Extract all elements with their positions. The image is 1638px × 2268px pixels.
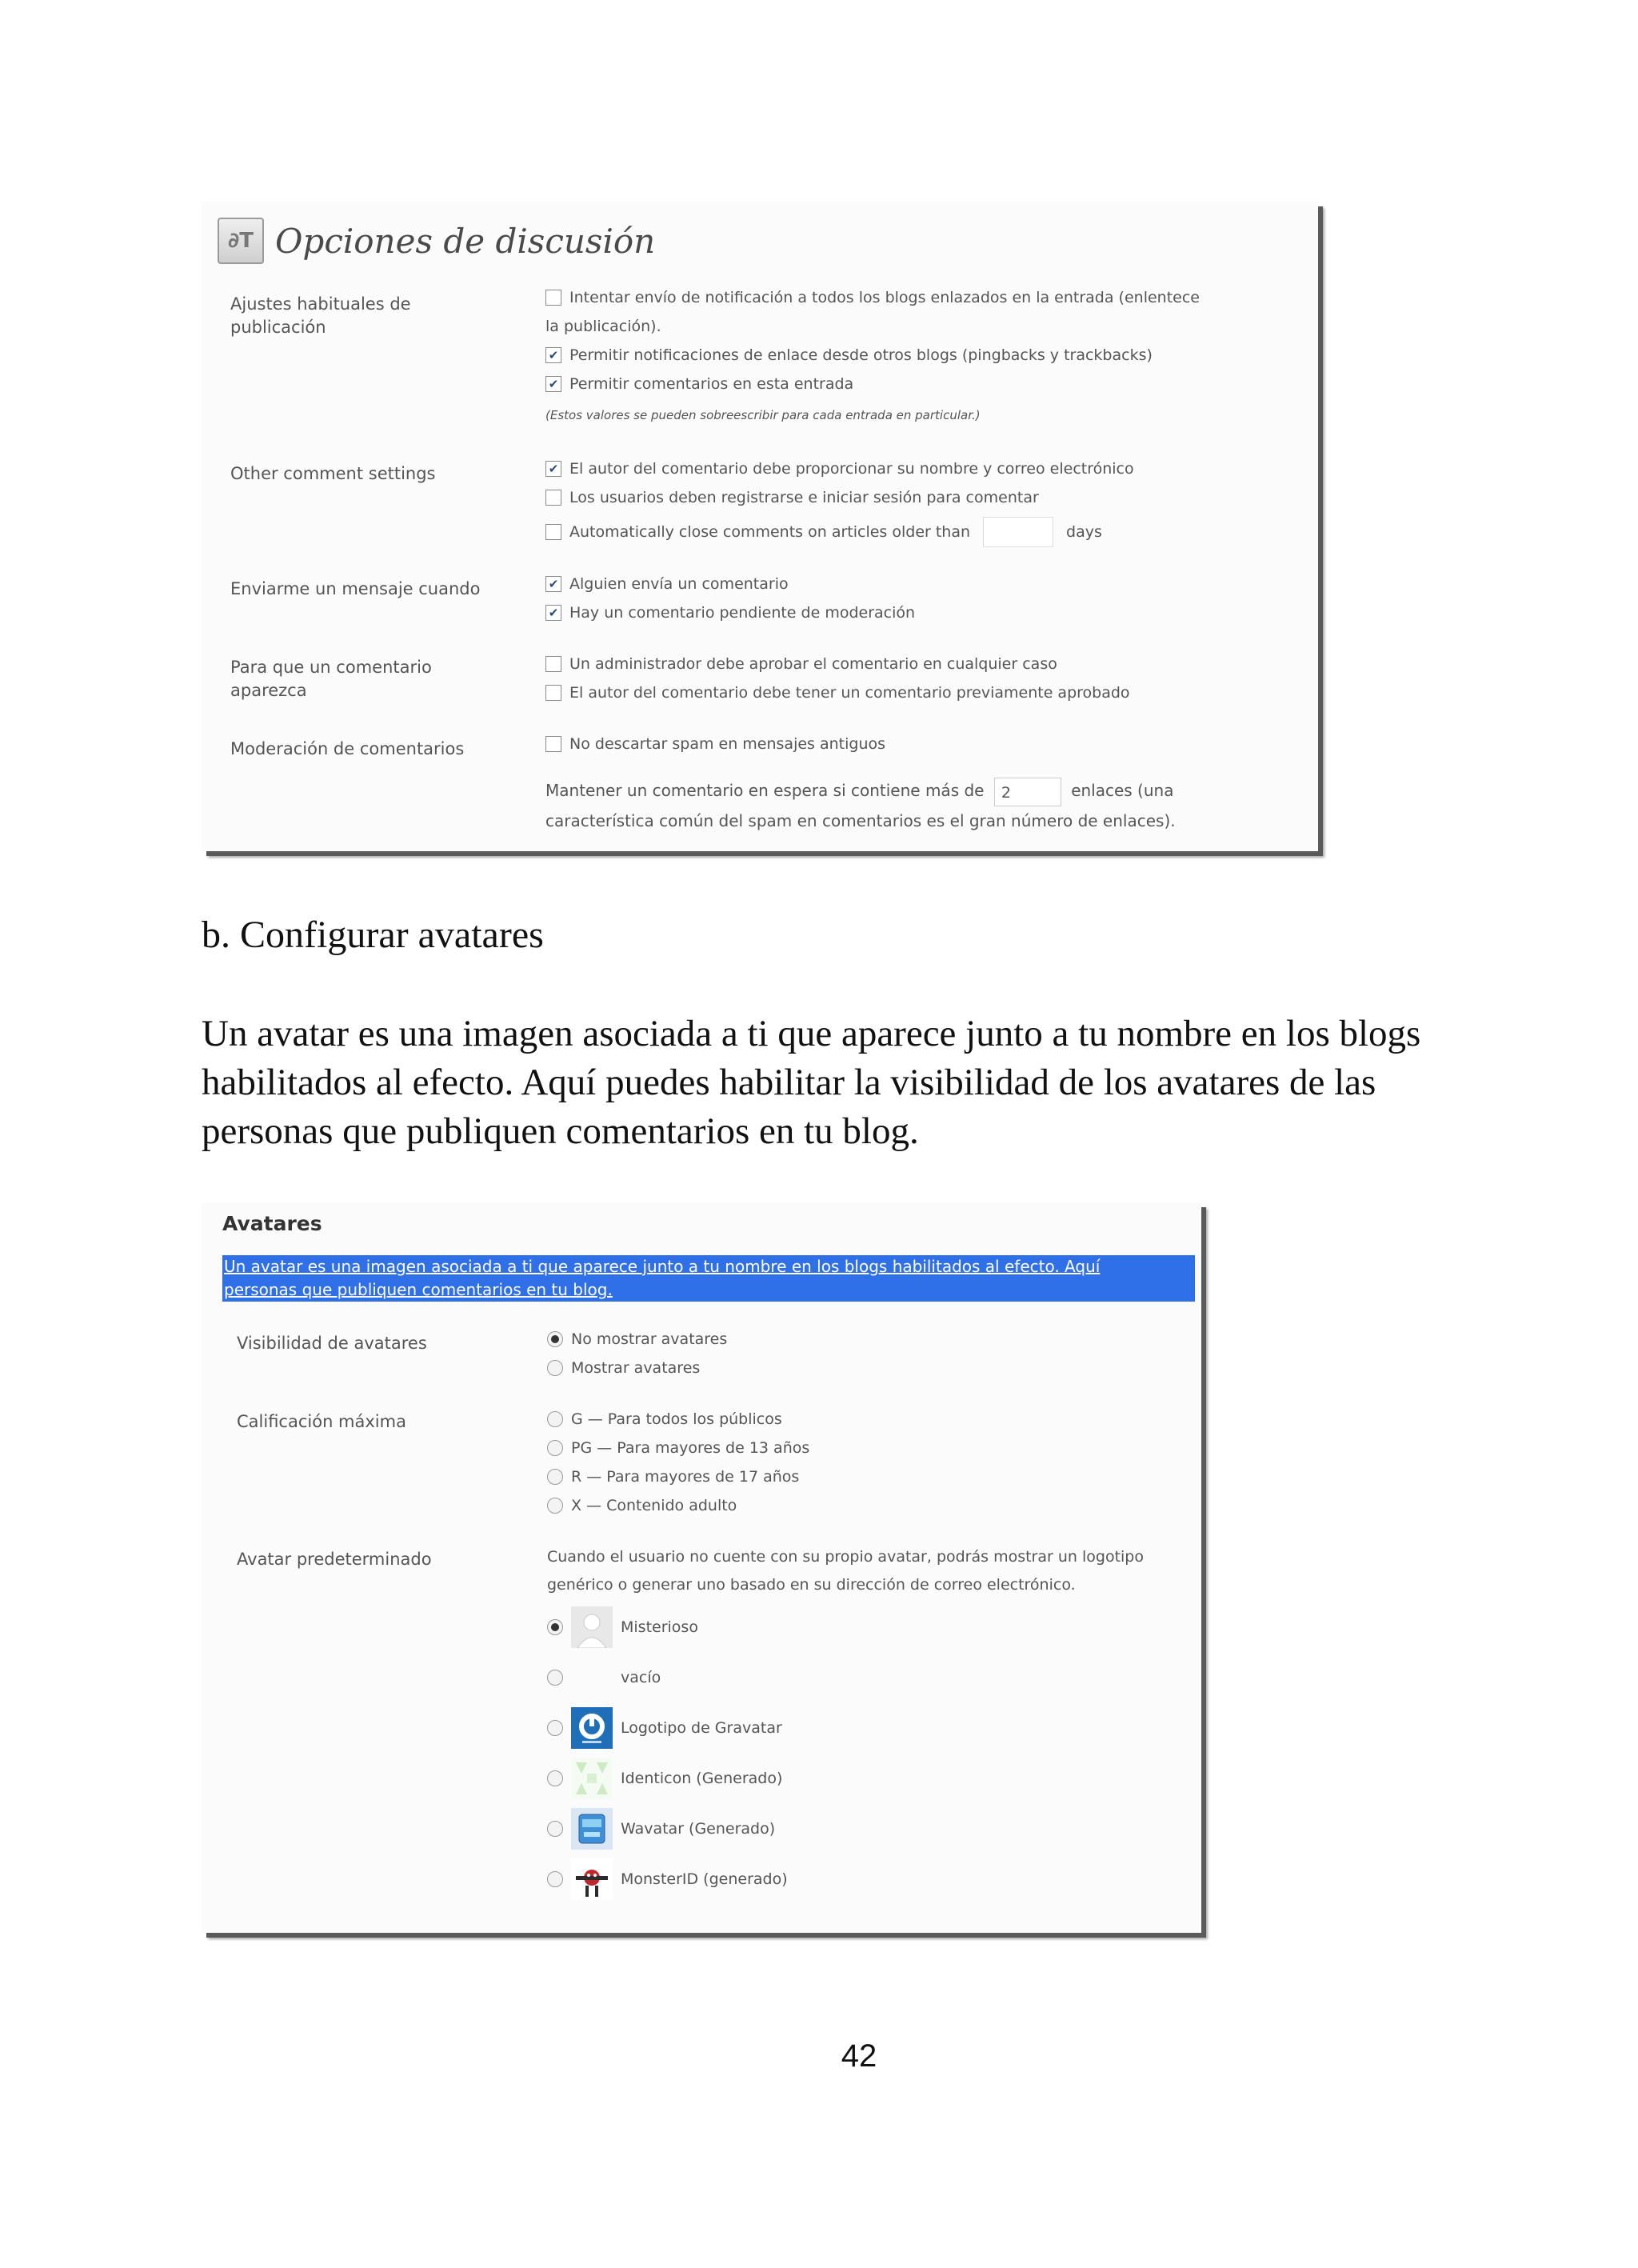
- rating-r-option[interactable]: R — Para mayores de 17 años: [547, 1468, 799, 1486]
- default-avatar-description: Cuando el usuario no cuente con su propio avatar, podrás mostrar un logotipo genérico o generar uno basado en su dirección de correo electrónico.: [547, 1548, 1144, 1594]
- avatars-intro-selected: Un avatar es una imagen asociada a ti que aparece junto a tu nombre en los blogs habilitados al efecto. Aquí personas que publiquen comentarios en tu blog.: [222, 1255, 1195, 1302]
- radio-button[interactable]: [547, 1720, 563, 1736]
- avatar-identicon-option[interactable]: Identicon (Generado): [547, 1758, 782, 1799]
- checkbox[interactable]: [545, 685, 561, 701]
- publishing-label: Ajustes habituales de publicación: [230, 294, 411, 337]
- email-new-comment-option[interactable]: ✔ Alguien envía un comentario: [545, 574, 789, 594]
- checkbox[interactable]: ✔: [545, 605, 561, 621]
- checkbox[interactable]: ✔: [545, 461, 561, 477]
- avatars-screenshot: [202, 1202, 1201, 1933]
- notify-blogs-option[interactable]: [545, 288, 1200, 307]
- rating-label: Calificación máxima: [237, 1412, 406, 1431]
- allow-comments-option[interactable]: [545, 374, 853, 394]
- discussion-title-text: Opciones de discusión: [275, 221, 656, 261]
- avatar-gravatar-option[interactable]: Logotipo de Gravatar: [547, 1707, 782, 1749]
- radio-button[interactable]: [547, 1440, 563, 1456]
- identicon-icon: [571, 1758, 613, 1799]
- allow-pingbacks-option[interactable]: [545, 346, 1153, 365]
- visibility-label: Visibilidad de avatares: [237, 1334, 427, 1353]
- settings-icon: ∂T: [218, 218, 264, 264]
- allow-pingbacks-label: Permitir notificaciones de enlace desde otros blogs (pingbacks y trackbacks): [569, 346, 1153, 364]
- body-paragraph: Un avatar es una imagen asociada a ti que aparece junto a tu nombre en los blogs habilitados al efecto. Aquí puedes habilitar la visibilidad de los avatares de las personas que publiquen comentarios en tu blog.: [202, 1013, 1421, 1152]
- other-settings-label: Other comment settings: [230, 464, 436, 483]
- checkbox[interactable]: ✔: [545, 347, 561, 363]
- rating-g-option[interactable]: G — Para todos los públicos: [547, 1410, 782, 1428]
- mystery-person-icon: [571, 1606, 613, 1648]
- allow-comments-label: Permitir comentarios en esta entrada: [569, 375, 854, 393]
- email-me-label: Enviarme un mensaje cuando: [230, 579, 481, 598]
- blank-avatar-icon: [571, 1657, 613, 1698]
- checkbox[interactable]: ✔: [545, 576, 561, 592]
- avatars-title: Avatares: [222, 1212, 322, 1235]
- radio-button[interactable]: [547, 1770, 563, 1786]
- gravatar-logo-icon: [571, 1707, 613, 1749]
- override-note: (Estos valores se pueden sobreescribir para cada entrada en particular.): [545, 408, 981, 422]
- previously-approved-option[interactable]: El autor del comentario debe tener un comentario previamente aprobado: [545, 683, 1130, 702]
- require-name-email-option[interactable]: ✔ El autor del comentario debe proporcionar su nombre y correo electrónico: [545, 459, 1134, 478]
- hide-avatars-option[interactable]: No mostrar avatares: [547, 1330, 727, 1348]
- avatar-wavatar-option[interactable]: Wavatar (Generado): [547, 1808, 775, 1850]
- keep-spam-option[interactable]: No descartar spam en mensajes antiguos: [545, 734, 885, 754]
- checkbox[interactable]: [545, 736, 561, 752]
- links-count-input[interactable]: 2: [994, 778, 1061, 806]
- checkbox[interactable]: [545, 524, 561, 540]
- moderation-links-text: Mantener un comentario en espera si contiene más de 2 enlaces (una característica común del spam en comentarios es el gran número de enlaces).: [545, 776, 1297, 836]
- checkbox[interactable]: [545, 656, 561, 672]
- radio-button[interactable]: [547, 1821, 563, 1837]
- checkbox[interactable]: ✔: [545, 376, 561, 392]
- section-heading: b. Configurar avatares: [202, 914, 544, 956]
- radio-button[interactable]: [547, 1411, 563, 1427]
- radio-button[interactable]: [547, 1619, 563, 1635]
- moderation-label: Moderación de comentarios: [230, 739, 465, 758]
- default-avatar-label: Avatar predeterminado: [237, 1550, 432, 1569]
- auto-close-option[interactable]: Automatically close comments on articles older than days: [545, 517, 1102, 547]
- checkbox[interactable]: [545, 490, 561, 506]
- radio-button[interactable]: [547, 1498, 563, 1514]
- page-number: 42: [841, 2038, 877, 2074]
- monsterid-icon: [571, 1858, 613, 1900]
- radio-button[interactable]: [547, 1871, 563, 1887]
- notify-blogs-label: Intentar envío de notificación a todos los blogs enlazados en la entrada (enlentece: [569, 289, 1200, 306]
- show-avatars-option[interactable]: Mostrar avatares: [547, 1359, 700, 1377]
- avatar-monsterid-option[interactable]: MonsterID (generado): [547, 1858, 788, 1900]
- admin-approve-option[interactable]: Un administrador debe aprobar el comentario en cualquier caso: [545, 654, 1057, 674]
- avatar-mystery-option[interactable]: Misterioso: [547, 1606, 698, 1648]
- comment-appears-label: Para que un comentario aparezca: [230, 658, 432, 700]
- require-registration-option[interactable]: Los usuarios deben registrarse e iniciar sesión para comentar: [545, 488, 1039, 507]
- discussion-options-screenshot: [202, 202, 1318, 851]
- discussion-title: [218, 218, 655, 264]
- radio-button[interactable]: [547, 1670, 563, 1686]
- rating-x-option[interactable]: X — Contenido adulto: [547, 1497, 737, 1514]
- wavatar-icon: [571, 1808, 613, 1850]
- days-input[interactable]: [983, 517, 1053, 547]
- checkbox[interactable]: [545, 290, 561, 306]
- radio-button[interactable]: [547, 1331, 563, 1347]
- avatar-blank-option[interactable]: vacío: [547, 1657, 661, 1698]
- rating-pg-option[interactable]: PG — Para mayores de 13 años: [547, 1439, 809, 1457]
- notify-blogs-continuation: la publicación).: [545, 318, 661, 335]
- radio-button[interactable]: [547, 1469, 563, 1485]
- email-moderation-option[interactable]: ✔ Hay un comentario pendiente de moderación: [545, 603, 915, 622]
- radio-button[interactable]: [547, 1360, 563, 1376]
